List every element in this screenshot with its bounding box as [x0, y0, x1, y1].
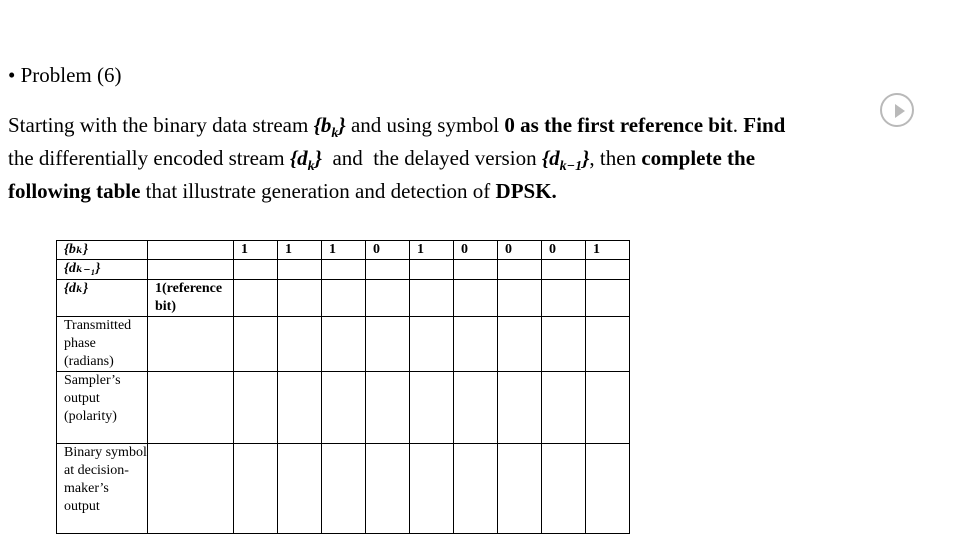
table-cell[interactable]	[454, 444, 498, 534]
problem-heading	[8, 62, 122, 88]
table-cell[interactable]	[586, 260, 630, 280]
reference-cell	[148, 372, 234, 444]
statement-line-2	[8, 146, 858, 179]
table-cell[interactable]	[586, 372, 630, 444]
table-cell[interactable]	[322, 372, 366, 444]
table-cell[interactable]	[234, 260, 278, 280]
symbol-dk-1: $\{d_{k-1}\}$	[541, 146, 590, 174]
table-cell[interactable]	[278, 444, 322, 534]
table-cell[interactable]	[410, 260, 454, 280]
table-cell[interactable]	[410, 372, 454, 444]
statement-text: and using symbol	[345, 113, 505, 137]
reference-cell	[148, 241, 234, 260]
table-cell[interactable]	[542, 372, 586, 444]
table-cell[interactable]	[586, 280, 630, 317]
statement-bold: DPSK.	[495, 179, 557, 203]
row-label: {dₖ}	[57, 280, 148, 317]
table-cell[interactable]	[498, 444, 542, 534]
bullet: •	[8, 63, 16, 87]
reference-cell: 1(reference bit)	[148, 280, 234, 317]
statement-text: .	[732, 113, 744, 137]
row-label: {bₖ}	[57, 241, 148, 260]
table-cell[interactable]	[234, 317, 278, 372]
table-cell[interactable]	[366, 260, 410, 280]
statement-line-3	[8, 179, 858, 204]
table-cell[interactable]: 1	[410, 241, 454, 260]
statement-text: , then	[589, 146, 642, 170]
row-label: Transmitted phase (radians)	[57, 317, 148, 372]
reference-cell	[148, 444, 234, 534]
table-cell[interactable]	[454, 260, 498, 280]
table-cell[interactable]	[234, 372, 278, 444]
table-row	[57, 444, 630, 534]
table-cell[interactable]: 0	[542, 241, 586, 260]
table-cell[interactable]: 1	[278, 241, 322, 260]
table-cell[interactable]	[322, 444, 366, 534]
table-cell[interactable]	[542, 260, 586, 280]
table-cell[interactable]	[410, 317, 454, 372]
table-row	[57, 280, 630, 317]
table-cell[interactable]	[454, 317, 498, 372]
table-row	[57, 317, 630, 372]
statement-text: that illustrate generation and detection of	[140, 179, 496, 203]
table-cell[interactable]	[498, 260, 542, 280]
table-row	[57, 241, 630, 260]
problem-title: Problem (6)	[20, 63, 122, 87]
table-row	[57, 372, 630, 444]
row-label: Binary symbol at decision-maker’s output	[57, 444, 148, 534]
table-cell[interactable]: 0	[454, 241, 498, 260]
table-cell[interactable]	[322, 260, 366, 280]
table-cell[interactable]: 1	[322, 241, 366, 260]
statement-text: and the delayed version	[321, 146, 542, 170]
table-cell[interactable]	[322, 280, 366, 317]
table-cell[interactable]	[322, 317, 366, 372]
table-cell[interactable]	[366, 317, 410, 372]
table-cell[interactable]	[498, 317, 542, 372]
table-cell[interactable]: 0	[498, 241, 542, 260]
table-cell[interactable]	[542, 280, 586, 317]
statement-bold: 0 as the first reference bit	[504, 113, 733, 137]
table-cell[interactable]	[278, 317, 322, 372]
table-cell[interactable]	[454, 280, 498, 317]
table-cell[interactable]	[278, 372, 322, 444]
table-cell[interactable]	[366, 372, 410, 444]
table-cell[interactable]	[410, 280, 454, 317]
play-button[interactable]	[880, 93, 914, 127]
table-cell[interactable]	[278, 280, 322, 317]
statement-bold: Find	[743, 113, 786, 137]
table-cell[interactable]	[454, 372, 498, 444]
symbol-bk: $\{b_k\}$	[313, 113, 346, 141]
table-cell[interactable]	[498, 372, 542, 444]
table-cell[interactable]	[234, 444, 278, 534]
table-cell[interactable]	[234, 280, 278, 317]
table-row	[57, 260, 630, 280]
table-cell[interactable]: 0	[366, 241, 410, 260]
play-icon	[882, 95, 916, 129]
table-cell[interactable]	[366, 444, 410, 534]
problem-statement	[8, 113, 858, 204]
table-cell[interactable]	[410, 444, 454, 534]
table-cell[interactable]: 1	[586, 241, 630, 260]
row-label: Sampler’s output (polarity)	[57, 372, 148, 444]
table-cell[interactable]	[366, 280, 410, 317]
dpsk-table	[56, 240, 630, 534]
table-cell[interactable]	[542, 444, 586, 534]
table-cell[interactable]	[278, 260, 322, 280]
statement-text: Starting with the binary data stream	[8, 113, 314, 137]
table-cell[interactable]	[542, 317, 586, 372]
statement-bold: following table	[8, 179, 141, 203]
reference-cell	[148, 260, 234, 280]
statement-text: the differentially encoded stream	[8, 146, 290, 170]
statement-line-1	[8, 113, 858, 146]
symbol-dk: $\{d_k\}$	[289, 146, 322, 174]
table-cell[interactable]: 1	[234, 241, 278, 260]
table-cell[interactable]	[498, 280, 542, 317]
table-cell[interactable]	[586, 317, 630, 372]
row-label: {dₖ₋₁}	[57, 260, 148, 280]
table-cell[interactable]	[586, 444, 630, 534]
statement-bold: complete the	[641, 146, 756, 170]
reference-cell	[148, 317, 234, 372]
